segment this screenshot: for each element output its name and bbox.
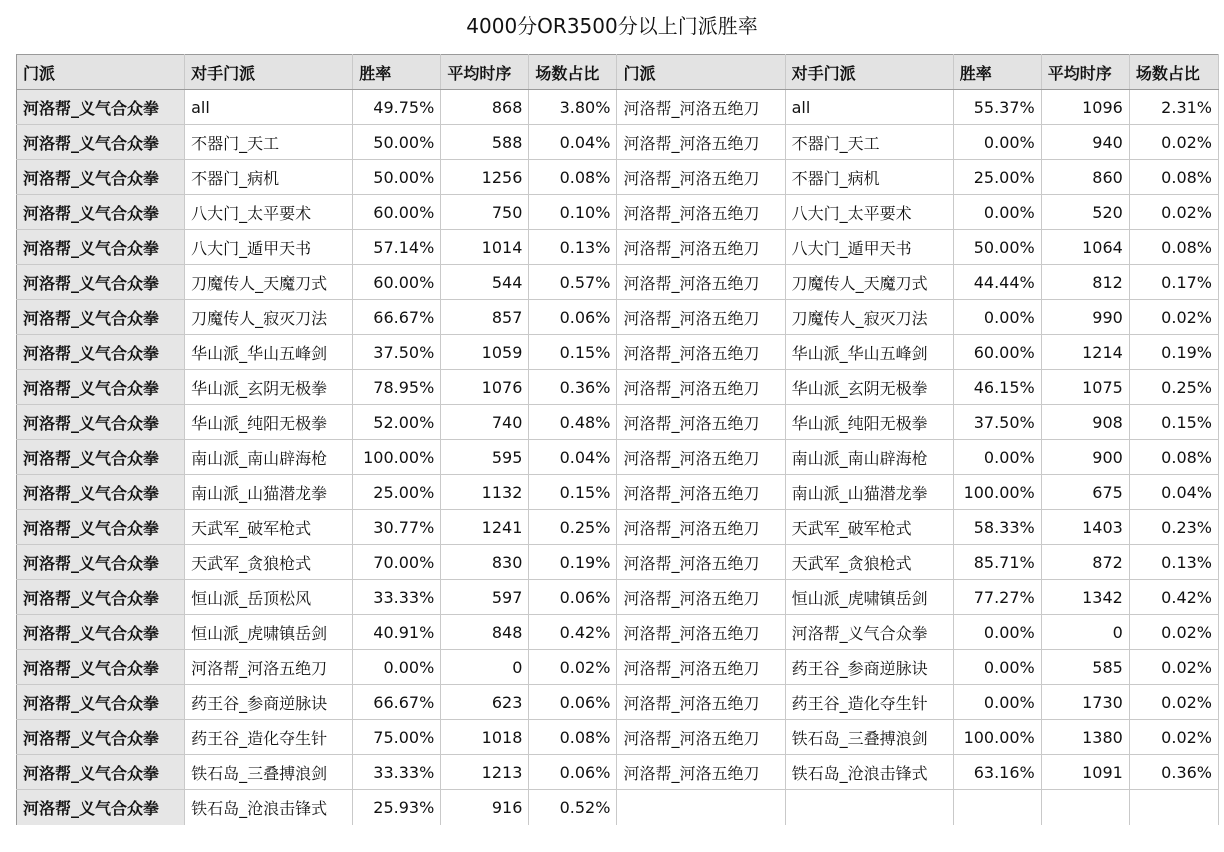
sect-cell-2[interactable]: 河洛帮_河洛五绝刀 [617, 195, 785, 230]
avg-time-cell-2[interactable]: 1403 [1041, 510, 1129, 545]
avg-time-cell[interactable]: 857 [441, 300, 529, 335]
opponent-cell-2[interactable]: 铁石岛_沧浪击锋式 [785, 755, 953, 790]
winrate-cell[interactable]: 30.77% [353, 510, 441, 545]
winrate-cell-2[interactable]: 44.44% [953, 265, 1041, 300]
table-row [17, 475, 1219, 510]
match-share-cell-2[interactable]: 0.13% [1129, 545, 1218, 580]
match-share-cell[interactable]: 3.80% [529, 90, 617, 125]
avg-time-cell-2[interactable]: 1075 [1041, 370, 1129, 405]
opponent-cell-2[interactable]: 恒山派_虎啸镇岳剑 [785, 580, 953, 615]
sect-cell[interactable]: 河洛帮_义气合众拳 [17, 195, 185, 230]
match-share-cell[interactable]: 0.06% [529, 755, 617, 790]
avg-time-cell-2[interactable]: 1730 [1041, 685, 1129, 720]
winrate-cell-2[interactable]: 77.27% [953, 580, 1041, 615]
sect-cell-2[interactable] [617, 790, 785, 825]
avg-time-cell[interactable]: 1132 [441, 475, 529, 510]
header-opponent-2[interactable]: 对手门派 [785, 55, 953, 90]
match-share-cell-2[interactable]: 0.02% [1129, 195, 1218, 230]
match-share-cell-2[interactable]: 0.02% [1129, 720, 1218, 755]
winrate-cell[interactable]: 33.33% [353, 755, 441, 790]
match-share-cell[interactable]: 0.04% [529, 440, 617, 475]
opponent-cell[interactable]: 南山派_南山辟海枪 [185, 440, 353, 475]
match-share-cell-2[interactable]: 0.08% [1129, 440, 1218, 475]
match-share-cell[interactable]: 0.48% [529, 405, 617, 440]
opponent-cell[interactable]: 药王谷_参商逆脉诀 [185, 685, 353, 720]
table-row [17, 405, 1219, 440]
avg-time-cell-2[interactable]: 1091 [1041, 755, 1129, 790]
opponent-cell[interactable]: 河洛帮_河洛五绝刀 [185, 650, 353, 685]
winrate-cell[interactable]: 60.00% [353, 195, 441, 230]
sect-cell[interactable]: 河洛帮_义气合众拳 [17, 685, 185, 720]
avg-time-cell-2[interactable]: 520 [1041, 195, 1129, 230]
winrate-cell-2[interactable]: 63.16% [953, 755, 1041, 790]
table-row [17, 125, 1219, 160]
match-share-cell[interactable]: 0.02% [529, 650, 617, 685]
sect-cell[interactable]: 河洛帮_义气合众拳 [17, 475, 185, 510]
winrate-cell[interactable]: 78.95% [353, 370, 441, 405]
avg-time-cell-2[interactable]: 1214 [1041, 335, 1129, 370]
opponent-cell-2[interactable]: 河洛帮_义气合众拳 [785, 615, 953, 650]
table-row [17, 720, 1219, 755]
avg-time-cell-2[interactable]: 675 [1041, 475, 1129, 510]
sect-cell-2[interactable]: 河洛帮_河洛五绝刀 [617, 545, 785, 580]
winrate-cell-2[interactable]: 85.71% [953, 545, 1041, 580]
match-share-cell[interactable]: 0.06% [529, 580, 617, 615]
table-row [17, 440, 1219, 475]
table-row [17, 90, 1219, 125]
sect-cell-2[interactable]: 河洛帮_河洛五绝刀 [617, 125, 785, 160]
opponent-cell-2[interactable]: 八大门_太平要术 [785, 195, 953, 230]
match-share-cell[interactable]: 0.36% [529, 370, 617, 405]
header-sect[interactable]: 门派 [17, 55, 185, 90]
winrate-cell-2[interactable]: 55.37% [953, 90, 1041, 125]
match-share-cell[interactable]: 0.25% [529, 510, 617, 545]
avg-time-cell-2[interactable]: 908 [1041, 405, 1129, 440]
avg-time-cell-2[interactable]: 940 [1041, 125, 1129, 160]
match-share-cell[interactable]: 0.08% [529, 160, 617, 195]
opponent-cell[interactable]: 八大门_遁甲天书 [185, 230, 353, 265]
winrate-cell[interactable]: 75.00% [353, 720, 441, 755]
sect-cell[interactable]: 河洛帮_义气合众拳 [17, 580, 185, 615]
match-share-cell[interactable]: 0.06% [529, 300, 617, 335]
winrate-cell[interactable]: 49.75% [353, 90, 441, 125]
avg-time-cell-2[interactable]: 1096 [1041, 90, 1129, 125]
winrate-cell[interactable]: 50.00% [353, 125, 441, 160]
winrate-cell[interactable]: 50.00% [353, 160, 441, 195]
table-row [17, 335, 1219, 370]
avg-time-cell-2[interactable] [1041, 790, 1129, 825]
sect-cell-2[interactable]: 河洛帮_河洛五绝刀 [617, 300, 785, 335]
winrate-cell-2[interactable] [953, 790, 1041, 825]
match-share-cell-2[interactable]: 0.02% [1129, 615, 1218, 650]
winrate-cell-2[interactable]: 100.00% [953, 720, 1041, 755]
match-share-cell-2[interactable]: 0.02% [1129, 125, 1218, 160]
avg-time-cell[interactable]: 1018 [441, 720, 529, 755]
match-share-cell[interactable]: 0.57% [529, 265, 617, 300]
winrate-cell[interactable]: 100.00% [353, 440, 441, 475]
sect-cell[interactable]: 河洛帮_义气合众拳 [17, 300, 185, 335]
match-share-cell-2[interactable]: 0.02% [1129, 300, 1218, 335]
sect-cell-2[interactable]: 河洛帮_河洛五绝刀 [617, 510, 785, 545]
avg-time-cell[interactable]: 740 [441, 405, 529, 440]
winrate-cell-2[interactable]: 100.00% [953, 475, 1041, 510]
match-share-cell-2[interactable]: 0.02% [1129, 650, 1218, 685]
sect-cell[interactable]: 河洛帮_义气合众拳 [17, 230, 185, 265]
opponent-cell-2[interactable]: 刀魔传人_天魔刀式 [785, 265, 953, 300]
table-row [17, 300, 1219, 335]
opponent-cell[interactable]: 药王谷_造化夺生针 [185, 720, 353, 755]
table-row [17, 510, 1219, 545]
opponent-cell[interactable]: 华山派_玄阴无极拳 [185, 370, 353, 405]
table-body [17, 90, 1219, 825]
winrate-cell[interactable]: 25.00% [353, 475, 441, 510]
opponent-cell[interactable]: 恒山派_岳顶松风 [185, 580, 353, 615]
winrate-cell-2[interactable]: 37.50% [953, 405, 1041, 440]
opponent-cell-2[interactable]: 不器门_病机 [785, 160, 953, 195]
winrate-cell-2[interactable]: 46.15% [953, 370, 1041, 405]
table-row [17, 545, 1219, 580]
avg-time-cell[interactable]: 623 [441, 685, 529, 720]
avg-time-cell-2[interactable]: 860 [1041, 160, 1129, 195]
winrate-cell[interactable]: 0.00% [353, 650, 441, 685]
avg-time-cell[interactable]: 1076 [441, 370, 529, 405]
avg-time-cell[interactable]: 1059 [441, 335, 529, 370]
sect-cell[interactable]: 河洛帮_义气合众拳 [17, 755, 185, 790]
sect-cell-2[interactable]: 河洛帮_河洛五绝刀 [617, 580, 785, 615]
opponent-cell-2[interactable]: 华山派_华山五峰剑 [785, 335, 953, 370]
match-share-cell-2[interactable]: 0.42% [1129, 580, 1218, 615]
match-share-cell-2[interactable]: 0.08% [1129, 160, 1218, 195]
sect-cell[interactable]: 河洛帮_义气合众拳 [17, 615, 185, 650]
winrate-cell[interactable]: 66.67% [353, 685, 441, 720]
sect-cell-2[interactable]: 河洛帮_河洛五绝刀 [617, 335, 785, 370]
opponent-cell[interactable]: 不器门_病机 [185, 160, 353, 195]
opponent-cell-2[interactable]: 药王谷_造化夺生针 [785, 685, 953, 720]
opponent-cell[interactable]: 华山派_纯阳无极拳 [185, 405, 353, 440]
sect-cell-2[interactable]: 河洛帮_河洛五绝刀 [617, 720, 785, 755]
avg-time-cell[interactable]: 0 [441, 650, 529, 685]
avg-time-cell-2[interactable]: 1380 [1041, 720, 1129, 755]
table-row [17, 685, 1219, 720]
opponent-cell[interactable]: 天武军_贪狼枪式 [185, 545, 353, 580]
opponent-cell-2[interactable]: 不器门_天工 [785, 125, 953, 160]
match-share-cell-2[interactable]: 0.04% [1129, 475, 1218, 510]
sect-cell-2[interactable]: 河洛帮_河洛五绝刀 [617, 230, 785, 265]
match-share-cell-2[interactable]: 0.17% [1129, 265, 1218, 300]
header-sect-2[interactable]: 门派 [617, 55, 785, 90]
avg-time-cell[interactable]: 848 [441, 615, 529, 650]
opponent-cell[interactable]: 南山派_山猫潜龙拳 [185, 475, 353, 510]
match-share-cell-2[interactable]: 2.31% [1129, 90, 1218, 125]
opponent-cell-2[interactable]: 刀魔传人_寂灭刀法 [785, 300, 953, 335]
match-share-cell[interactable]: 0.42% [529, 615, 617, 650]
table-row [17, 790, 1219, 825]
sect-cell[interactable]: 河洛帮_义气合众拳 [17, 405, 185, 440]
avg-time-cell[interactable]: 1014 [441, 230, 529, 265]
sect-cell-2[interactable]: 河洛帮_河洛五绝刀 [617, 90, 785, 125]
avg-time-cell[interactable]: 750 [441, 195, 529, 230]
sect-cell-2[interactable]: 河洛帮_河洛五绝刀 [617, 160, 785, 195]
sect-cell-2[interactable]: 河洛帮_河洛五绝刀 [617, 755, 785, 790]
winrate-table [16, 54, 1219, 825]
sect-cell[interactable]: 河洛帮_义气合众拳 [17, 160, 185, 195]
opponent-cell[interactable]: all [185, 90, 353, 125]
header-match-share-2[interactable]: 场数占比 [1129, 55, 1218, 90]
winrate-cell-2[interactable]: 0.00% [953, 125, 1041, 160]
winrate-cell[interactable]: 40.91% [353, 615, 441, 650]
avg-time-cell-2[interactable]: 0 [1041, 615, 1129, 650]
sect-cell[interactable]: 河洛帮_义气合众拳 [17, 125, 185, 160]
match-share-cell-2[interactable]: 0.23% [1129, 510, 1218, 545]
match-share-cell[interactable]: 0.10% [529, 195, 617, 230]
match-share-cell[interactable]: 0.04% [529, 125, 617, 160]
header-winrate[interactable]: 胜率 [353, 55, 441, 90]
match-share-cell-2[interactable]: 0.19% [1129, 335, 1218, 370]
opponent-cell[interactable]: 刀魔传人_寂灭刀法 [185, 300, 353, 335]
sheet-title: 4000分OR3500分以上门派胜率 [466, 14, 758, 38]
opponent-cell-2[interactable] [785, 790, 953, 825]
sect-cell[interactable]: 河洛帮_义气合众拳 [17, 90, 185, 125]
sect-cell[interactable]: 河洛帮_义气合众拳 [17, 265, 185, 300]
opponent-cell-2[interactable]: 药王谷_参商逆脉诀 [785, 650, 953, 685]
opponent-cell[interactable]: 天武军_破军枪式 [185, 510, 353, 545]
sect-cell-2[interactable]: 河洛帮_河洛五绝刀 [617, 405, 785, 440]
sect-cell[interactable]: 河洛帮_义气合众拳 [17, 720, 185, 755]
table-row [17, 650, 1219, 685]
opponent-cell-2[interactable]: 八大门_遁甲天书 [785, 230, 953, 265]
match-share-cell[interactable]: 0.52% [529, 790, 617, 825]
opponent-cell[interactable]: 恒山派_虎啸镇岳剑 [185, 615, 353, 650]
winrate-cell[interactable]: 66.67% [353, 300, 441, 335]
avg-time-cell[interactable]: 868 [441, 90, 529, 125]
sect-cell-2[interactable]: 河洛帮_河洛五绝刀 [617, 615, 785, 650]
opponent-cell[interactable]: 华山派_华山五峰剑 [185, 335, 353, 370]
sect-cell-2[interactable]: 河洛帮_河洛五绝刀 [617, 650, 785, 685]
avg-time-cell[interactable]: 595 [441, 440, 529, 475]
match-share-cell[interactable]: 0.15% [529, 475, 617, 510]
match-share-cell[interactable]: 0.13% [529, 230, 617, 265]
winrate-cell-2[interactable]: 0.00% [953, 650, 1041, 685]
table-row [17, 195, 1219, 230]
sect-cell[interactable]: 河洛帮_义气合众拳 [17, 370, 185, 405]
sect-cell-2[interactable]: 河洛帮_河洛五绝刀 [617, 440, 785, 475]
opponent-cell-2[interactable]: 华山派_玄阴无极拳 [785, 370, 953, 405]
winrate-cell[interactable]: 52.00% [353, 405, 441, 440]
opponent-cell-2[interactable]: 南山派_南山辟海枪 [785, 440, 953, 475]
opponent-cell-2[interactable]: 天武军_贪狼枪式 [785, 545, 953, 580]
avg-time-cell[interactable]: 588 [441, 125, 529, 160]
header-winrate-2[interactable]: 胜率 [953, 55, 1041, 90]
table-row [17, 160, 1219, 195]
header-match-share[interactable]: 场数占比 [529, 55, 617, 90]
avg-time-cell-2[interactable]: 1342 [1041, 580, 1129, 615]
sect-cell[interactable]: 河洛帮_义气合众拳 [17, 545, 185, 580]
avg-time-cell-2[interactable]: 990 [1041, 300, 1129, 335]
winrate-cell-2[interactable]: 58.33% [953, 510, 1041, 545]
table-row [17, 230, 1219, 265]
winrate-cell[interactable]: 60.00% [353, 265, 441, 300]
opponent-cell-2[interactable]: all [785, 90, 953, 125]
winrate-cell-2[interactable]: 60.00% [953, 335, 1041, 370]
sect-cell[interactable]: 河洛帮_义气合众拳 [17, 650, 185, 685]
header-avg-time[interactable]: 平均时序 [441, 55, 529, 90]
sect-cell-2[interactable]: 河洛帮_河洛五绝刀 [617, 265, 785, 300]
sect-cell[interactable]: 河洛帮_义气合众拳 [17, 510, 185, 545]
match-share-cell-2[interactable]: 0.25% [1129, 370, 1218, 405]
avg-time-cell[interactable]: 544 [441, 265, 529, 300]
avg-time-cell[interactable]: 597 [441, 580, 529, 615]
winrate-cell-2[interactable]: 0.00% [953, 615, 1041, 650]
table-row [17, 755, 1219, 790]
opponent-cell-2[interactable]: 铁石岛_三叠搏浪剑 [785, 720, 953, 755]
opponent-cell-2[interactable]: 华山派_纯阳无极拳 [785, 405, 953, 440]
avg-time-cell[interactable]: 1213 [441, 755, 529, 790]
opponent-cell[interactable]: 刀魔传人_天魔刀式 [185, 265, 353, 300]
table-row [17, 370, 1219, 405]
avg-time-cell[interactable]: 916 [441, 790, 529, 825]
opponent-cell[interactable]: 铁石岛_三叠搏浪剑 [185, 755, 353, 790]
winrate-cell[interactable]: 25.93% [353, 790, 441, 825]
header-row [17, 55, 1219, 90]
avg-time-cell-2[interactable]: 812 [1041, 265, 1129, 300]
winrate-cell[interactable]: 57.14% [353, 230, 441, 265]
avg-time-cell-2[interactable]: 872 [1041, 545, 1129, 580]
opponent-cell[interactable]: 八大门_太平要术 [185, 195, 353, 230]
sect-cell-2[interactable]: 河洛帮_河洛五绝刀 [617, 685, 785, 720]
match-share-cell-2[interactable] [1129, 790, 1218, 825]
match-share-cell-2[interactable]: 0.02% [1129, 685, 1218, 720]
table-row [17, 580, 1219, 615]
sect-cell[interactable]: 河洛帮_义气合众拳 [17, 790, 185, 825]
match-share-cell[interactable]: 0.08% [529, 720, 617, 755]
opponent-cell-2[interactable]: 南山派_山猫潜龙拳 [785, 475, 953, 510]
avg-time-cell-2[interactable]: 1064 [1041, 230, 1129, 265]
header-opponent[interactable]: 对手门派 [185, 55, 353, 90]
avg-time-cell-2[interactable]: 900 [1041, 440, 1129, 475]
sect-cell-2[interactable]: 河洛帮_河洛五绝刀 [617, 475, 785, 510]
winrate-cell[interactable]: 33.33% [353, 580, 441, 615]
avg-time-cell[interactable]: 1256 [441, 160, 529, 195]
header-avg-time-2[interactable]: 平均时序 [1041, 55, 1129, 90]
sect-cell[interactable]: 河洛帮_义气合众拳 [17, 440, 185, 475]
winrate-cell-2[interactable]: 25.00% [953, 160, 1041, 195]
winrate-cell-2[interactable]: 0.00% [953, 300, 1041, 335]
match-share-cell[interactable]: 0.15% [529, 335, 617, 370]
match-share-cell-2[interactable]: 0.36% [1129, 755, 1218, 790]
sect-cell-2[interactable]: 河洛帮_河洛五绝刀 [617, 370, 785, 405]
avg-time-cell-2[interactable]: 585 [1041, 650, 1129, 685]
winrate-cell[interactable]: 37.50% [353, 335, 441, 370]
winrate-cell-2[interactable]: 50.00% [953, 230, 1041, 265]
table-row [17, 265, 1219, 300]
opponent-cell[interactable]: 铁石岛_沧浪击锋式 [185, 790, 353, 825]
table-row [17, 615, 1219, 650]
opponent-cell-2[interactable]: 天武军_破军枪式 [785, 510, 953, 545]
avg-time-cell[interactable]: 830 [441, 545, 529, 580]
sect-cell[interactable]: 河洛帮_义气合众拳 [17, 335, 185, 370]
match-share-cell-2[interactable]: 0.15% [1129, 405, 1218, 440]
winrate-cell-2[interactable]: 0.00% [953, 685, 1041, 720]
winrate-cell-2[interactable]: 0.00% [953, 195, 1041, 230]
match-share-cell-2[interactable]: 0.08% [1129, 230, 1218, 265]
match-share-cell[interactable]: 0.19% [529, 545, 617, 580]
winrate-cell-2[interactable]: 0.00% [953, 440, 1041, 475]
avg-time-cell[interactable]: 1241 [441, 510, 529, 545]
opponent-cell[interactable]: 不器门_天工 [185, 125, 353, 160]
winrate-cell[interactable]: 70.00% [353, 545, 441, 580]
match-share-cell[interactable]: 0.06% [529, 685, 617, 720]
